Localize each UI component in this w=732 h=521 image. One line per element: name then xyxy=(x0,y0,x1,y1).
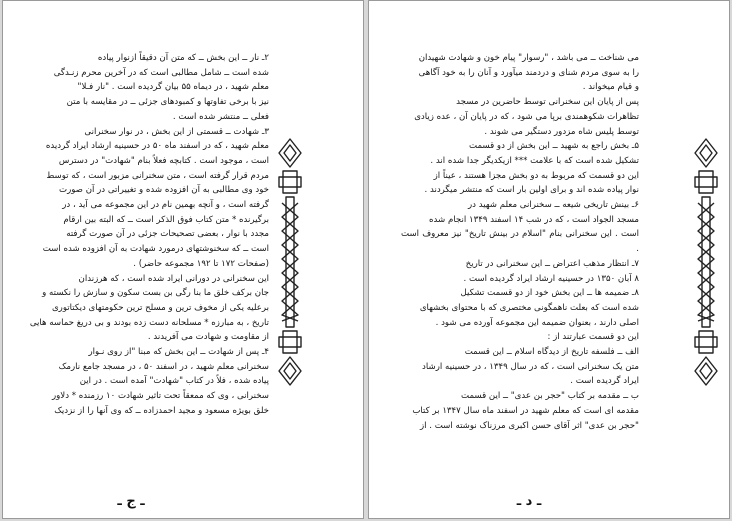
text-line: "حجر بن عدی" اثر آقای حسن اکبری مرزناک نوشته است . از xyxy=(419,420,639,431)
text-line: نیز با برخی تفاوتها و کمبودهای جزئی ــ در مقایسه با متن xyxy=(66,97,269,108)
text-line: مسجد الجواد است ، که در شب ۱۴ اسفند ۱۳۴۹ انجام شده xyxy=(429,214,639,225)
text-line: ۶ـ بینش تاریخی شیعه ــ سخنرانی معلم شهید در xyxy=(468,200,639,211)
text-line: ۵ـ بخش راجع به شهید ــ این بخش از دو قسمت xyxy=(469,141,639,152)
left-page-number: ـ ج ـ xyxy=(117,494,145,509)
text-line: پس از پایان این سخنرانی توسط حاضرین در مسجد xyxy=(456,97,639,108)
right-page-text xyxy=(401,51,639,433)
text-line: مقدمه ای است که معلم شهید در اسفند ماه سال ۱۳۴۷ بر کتاب xyxy=(412,405,639,416)
text-line: نوار پیاده شده اند و برای اولین بار است که منتشر میگردند . xyxy=(424,185,639,196)
text-line: ۲ـ نار ــ این بخش ــ که متن آن دقیقاً ازنوار پیاده xyxy=(97,53,269,63)
text-line: خلق بویژه مسعود و مجید احمدزاده ــ که وی آنها را از نزدیک xyxy=(54,405,269,416)
text-line: متن یک سخنرانی است ، که در سال ۱۳۴۹ ، در حسینیه ارشاد xyxy=(422,361,639,372)
text-line: ایراد گردیده است . xyxy=(570,376,639,387)
text-line: مجدد با نوار ، بعضی تصحیحات جزئی در آن صورت گرفته xyxy=(66,229,269,240)
text-line: ۸ـ ضمیمه ها ــ این بخش خود از دو قسمت تشکیل xyxy=(460,288,639,299)
text-line: برگیرنده * متن کتاب فوق الذکر است ــ که البته بین ارقام xyxy=(63,214,269,225)
text-line: است ــ که سخنوشتهای درمورد شهادت به آن افزوده شده است xyxy=(42,244,269,255)
right-page xyxy=(368,0,730,519)
right-page-number: ـ د ـ xyxy=(516,494,542,509)
text-line: است . این سخنرانی بنام "اسلام در بینش تاریخ" نیز معروف است . xyxy=(401,229,639,255)
text-line: الف ــ فلسفه تاریخ از دیدگاه اسلام ــ این قسمت xyxy=(464,347,639,358)
knot-ornament-icon xyxy=(271,137,309,387)
text-line: این سخنرانی در دورانی ایراد شده است ، که هرزندان xyxy=(78,273,269,284)
text-line: فعلی ــ منتشر شده است . xyxy=(172,111,269,122)
text-line: می شناخت ــ می باشد ، "رسوار" پیام خون و شهادت شهیدان xyxy=(418,53,639,63)
text-line: مردم قرار گرفته است ، متن سخنرانی مزبور است ، که توسط xyxy=(46,170,269,181)
text-line: و قیام میخواند . xyxy=(582,82,639,93)
text-line: این دو قسمت که مربوط به دو بخش مجزا هستند ، عیناً از xyxy=(433,170,639,181)
left-page-text xyxy=(29,51,269,419)
text-line: ۳ـ شهادت ــ قسمتی از این بخش ، در نوار سخنرانی xyxy=(84,126,269,137)
text-line: گرفته است ، و آنچه بهمین نام در این مجموعه می آید ، در xyxy=(62,200,269,211)
text-line: را به سوی مردم شنای و دردمند میآورد و آنان را به خود آگاهی xyxy=(418,67,639,78)
text-line: این دو قسمت عبارتند از : xyxy=(547,332,639,343)
text-line: است ، موجود است . کتابچه فعلاً بنام "شهادت" در دسترس xyxy=(58,155,269,166)
text-line: تشکیل شده است که با علامت *** ازیکدیگر جدا شده اند . xyxy=(430,155,639,166)
text-line: ۸ آبان ۱۳۵۰ در حسینیه ارشاد ایراد گردیده است . xyxy=(463,273,639,284)
text-line: ۴ـ پس از شهادت ــ این بخش که مبنا "از روی نـوار xyxy=(88,347,269,358)
text-line: معلم شهید ، که در اسفند ماه ۵۰ در حسینیه ارشاد ایراد گردیده xyxy=(45,141,269,152)
text-line: ۷ـ انتظار مذهب اعتراض ــ این سخنرانی در تاریخ xyxy=(465,258,639,269)
text-line: تاریخ ، به مبارزه * مسلحانه دست زده بودند و بی دریغ حماسه هایی xyxy=(29,317,269,328)
knot-ornament-icon xyxy=(687,137,725,387)
text-line: شده است که بعلت ناهمگونی مختصری که با محتوای بخشهای xyxy=(419,302,639,313)
text-line: سخنرانی ، وی که ممعقاً تحت تاثیر شهادت ۱۰ رزمنده * دلاور xyxy=(52,391,269,402)
left-page xyxy=(2,0,364,519)
text-line: جان برکف خلق ما بنا رگی بن بست سکون و سازش را نکسته و xyxy=(42,288,269,299)
text-line: برعلیه یکی از مخوف ترین و مسلح ترین حکومتهای دیکتاتوری xyxy=(51,302,269,313)
text-line: (صفحات ۱۷۲ تا ۱۹۲ مجموعه حاضر) . xyxy=(133,258,269,269)
text-line: از مقاومت و شهادت می آفریدند . xyxy=(147,332,269,343)
text-line: شده است ــ شامل مطالبی است که در آخرین محرم زنـدگی xyxy=(53,67,269,78)
text-line: پیاده شده ، فلاً در کتاب "شهادت" آمده است . در این xyxy=(79,376,269,387)
text-line: ب ــ مقدمه بر کتاب "حجر بن عدی" ــ این قسمت xyxy=(461,391,639,402)
text-line: توسط پلیس شاه مزدور دستگیر می شوند . xyxy=(484,126,639,137)
text-line: خود وی مطالبی به آن افزوده شده و تغییراتی در آن صورت xyxy=(59,185,269,196)
text-line: اصلی دارند ، بعنوان ضمیمه این مجموعه آورده می شود . xyxy=(435,317,639,328)
text-line: تظاهرات شکوهمندی برپا می شود ، که در پایان آن ، عده زیادی xyxy=(414,111,639,122)
text-line: معلم شهید ، در دیماه ۵۵ بیان گردیده است . "نار فـلا" xyxy=(77,82,269,93)
text-line: سخنرانی معلم شهید ، در اسفند ۵۰ ، در مسجد جامع نارمک xyxy=(58,361,269,372)
